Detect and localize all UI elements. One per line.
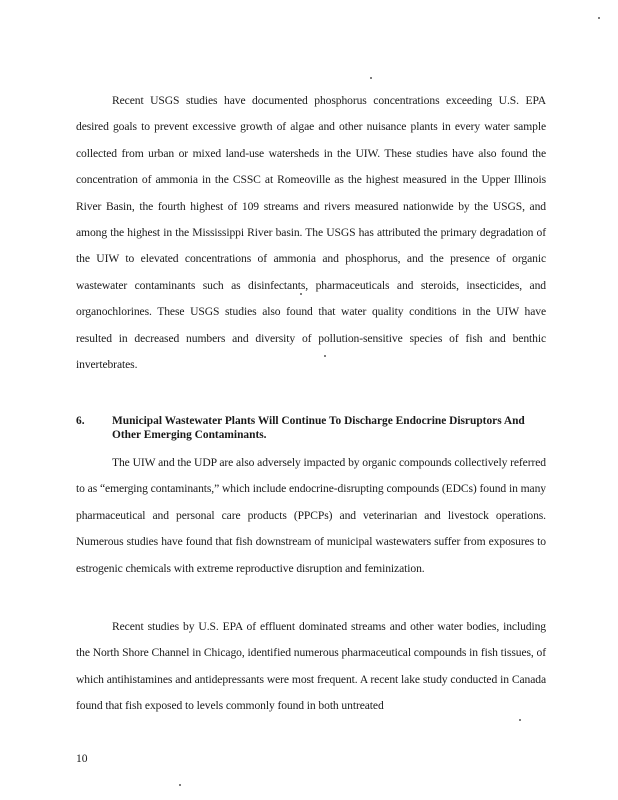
paragraph-emerging-contaminants: The UIW and the UDP are also adversely impacted by organic compounds collectively referred to as “emerging contaminants,” which include endocrine-disrupting compounds (EDCs) found in many pharmaceutical and personal care products (PPCPs) and veterinarian and livestock operations. Numerous studies have found that fish downstream of municipal wastewaters suffer from exposures to estrogenic chemicals with extreme reproductive disruption and feminization. bbox=[76, 456, 546, 575]
paragraph-epa-studies: Recent studies by U.S. EPA of effluent dominated streams and other water bodies, including the North Shore Channel in Chicago, identified numerous pharmaceutical compounds in fish tissues, of which antihistamines and antidepressants were most frequent. A recent lake study conducted in Canada found that fish exposed to levels commonly found in both untreated bbox=[76, 620, 546, 713]
scan-speck bbox=[179, 784, 181, 786]
scan-speck bbox=[370, 77, 372, 79]
page-number: 10 bbox=[76, 752, 88, 765]
scan-speck bbox=[324, 355, 326, 357]
section-number: 6. bbox=[76, 415, 85, 427]
scan-speck bbox=[519, 719, 521, 721]
paragraph-usgs-phosphorus: Recent USGS studies have documented phosphorus concentrations exceeding U.S. EPA desired goals to prevent excessive growth of algae and other nuisance plants in every water sample collected from urban or mixed land-use watersheds in the UIW. These studies have also found the concentration of ammonia in the CSSC at Romeoville as the highest measured in the Upper Illinois River Basin, the fourth highest of 109 streams and rivers measured nationwide by the USGS, and among the highest in the Mississippi River basin. The USGS has attributed the primary degradation of the UIW to elevated concentrations of ammonia and phosphorus, and the presence of organic wastewater contaminants such as disinfectants, pharmaceuticals and steroids, insecticides, and organochlorines. These USGS studies also found that water quality conditions in the UIW have resulted in decreased numbers and diversity of pollution-sensitive species of fish and benthic invertebrates. bbox=[76, 94, 546, 372]
section-title: Municipal Wastewater Plants Will Continue To Discharge Endocrine Disruptors And Other Emerging Contaminants. bbox=[112, 415, 525, 441]
scan-speck bbox=[300, 293, 302, 295]
scan-speck bbox=[598, 17, 600, 19]
